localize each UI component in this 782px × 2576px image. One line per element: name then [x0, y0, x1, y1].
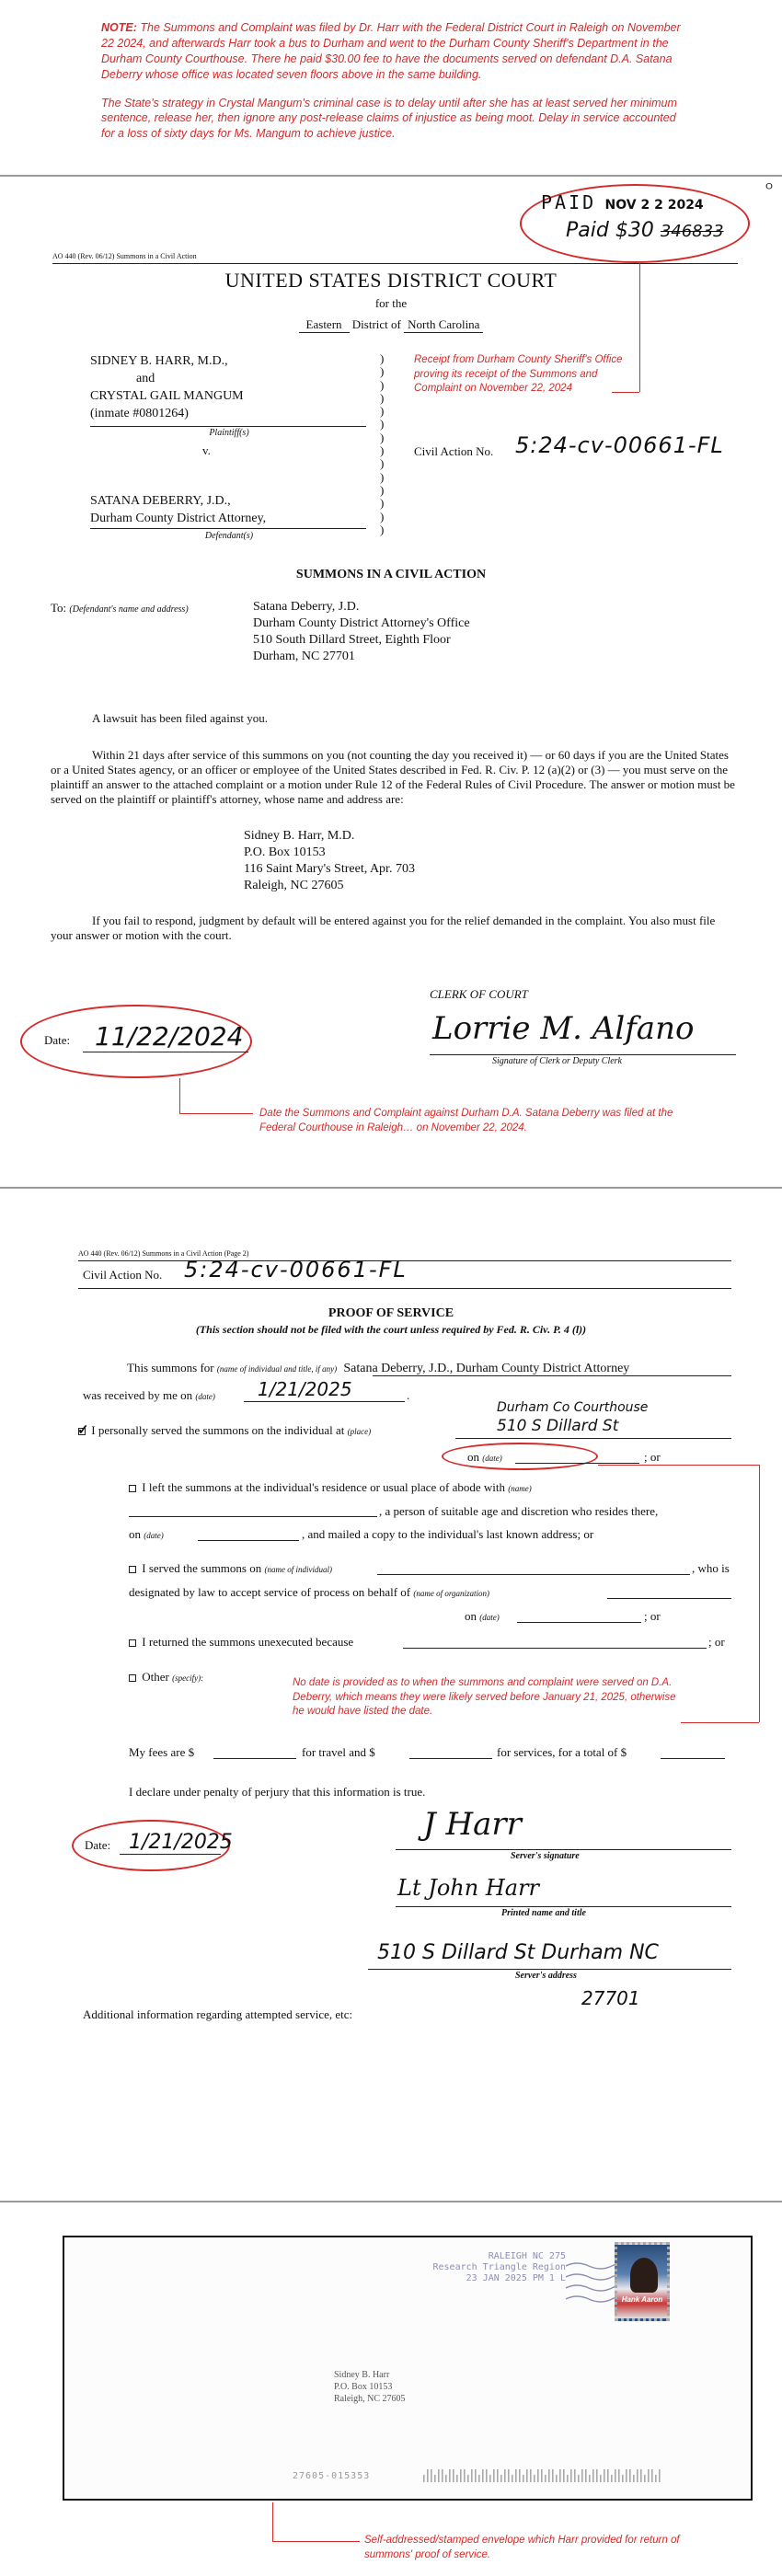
- barcode-bar: [622, 2475, 624, 2482]
- barcode-bar: [471, 2469, 473, 2482]
- barcode-bar: [512, 2475, 513, 2482]
- to-address: [253, 599, 470, 665]
- court-title: UNITED STATES DISTRICT COURT: [224, 269, 558, 292]
- barcode-bar: [545, 2475, 546, 2482]
- opt2-label: I left the summons at the individual's residence or usual place of abode with: [142, 1480, 506, 1494]
- opt3-on-sub: (date): [479, 1613, 500, 1622]
- barcode-bar: [508, 2469, 510, 2482]
- postmark-line-2: Research Triangle Region: [432, 2262, 566, 2272]
- server-sig-rule: [396, 1849, 731, 1850]
- plaintiff-line-1: SIDNEY B. HARR, M.D.,: [90, 354, 228, 368]
- for-the: for the: [374, 296, 408, 310]
- paid-amount-text: Paid $30: [566, 219, 654, 242]
- opt3-on: on: [465, 1609, 477, 1623]
- receipt-arrow-h: [612, 392, 639, 393]
- versus: v.: [202, 443, 211, 457]
- barcode-bar: [563, 2469, 565, 2482]
- or-1: ; or: [644, 1450, 661, 1464]
- barcode-bar: [644, 2475, 646, 2482]
- barcode-bar: [519, 2469, 521, 2482]
- p2-civil-rule: [78, 1288, 731, 1289]
- opt3-org-rule: [607, 1598, 731, 1599]
- stamp-figure-icon: [630, 2258, 658, 2293]
- opt3-row: [129, 1561, 332, 1576]
- summons-for-value: Satana Deberry, J.D., Durham County District Attorney: [343, 1362, 630, 1375]
- fees-travel: for travel and $: [302, 1745, 375, 1759]
- barcode-bar: [611, 2475, 613, 2482]
- barcode-bar: [592, 2469, 594, 2482]
- opt5-checkbox[interactable]: [129, 1674, 136, 1682]
- barcode-bar: [640, 2469, 642, 2482]
- printed-name: Lt John Harr: [397, 1875, 540, 1901]
- opt4-label: I returned the summons unexecuted because: [142, 1635, 354, 1649]
- opt2-on-sub: (date): [144, 1531, 164, 1540]
- barcode-bar: [482, 2469, 484, 2482]
- plaintiff-address-3: 116 Saint Mary's Street, Apr. 703: [244, 862, 415, 876]
- barcode-bar: [434, 2475, 436, 2482]
- envelope-address-1: Sidney B. Harr: [334, 2370, 390, 2380]
- p1-date-label: Date:: [44, 1033, 71, 1047]
- envelope-note: Self-addressed/stamped envelope which Harr provided for return of summons' proof of service.: [364, 2535, 680, 2560]
- postmark-line-1: RALEIGH NC 275: [488, 2251, 566, 2261]
- barcode-bar: [648, 2469, 650, 2482]
- barcode-bar: [548, 2469, 550, 2482]
- paid-date: NOV 2 2 2024: [604, 198, 704, 213]
- opt4-or: ; or: [708, 1635, 725, 1649]
- on-date-row: [467, 1450, 502, 1465]
- date-arrow-h: [179, 1113, 253, 1114]
- received-value: 1/21/2025: [258, 1378, 352, 1400]
- pos-subheading: (This section should not be filed with the court unless required by Fed. R. Civ. P. 4 (l)): [195, 1323, 587, 1336]
- opt3-sub: (name of individual): [264, 1565, 332, 1574]
- divider-envelope: [0, 2201, 782, 2202]
- barcode-bar: [559, 2469, 561, 2482]
- to-address-3: 510 South Dillard Street, Eighth Floor: [253, 633, 451, 647]
- opt3-c: designated by law to accept service of process on behalf of: [129, 1585, 411, 1599]
- opt2-date-rule: [198, 1540, 299, 1541]
- opt1-place-rule: [455, 1438, 731, 1439]
- divider-page2: [0, 1187, 782, 1189]
- corner-mark: ᴼ: [765, 180, 773, 198]
- additional-info: Additional information regarding attempted service, etc:: [83, 2007, 353, 2021]
- plaintiffs-block: [90, 352, 244, 422]
- plaintiff-address-1: Sidney B. Harr, M.D.: [244, 829, 355, 843]
- barcode-bar: [581, 2469, 583, 2482]
- no-date-arrow-h2: [681, 1722, 759, 1723]
- plaintiff-address: [244, 828, 415, 894]
- envelope-address-2: P.O. Box 10153: [334, 2382, 393, 2392]
- barcode-bar: [552, 2469, 554, 2482]
- barcode-bar: [449, 2469, 451, 2482]
- stamp-label: Hank Aaron: [621, 2295, 663, 2304]
- server-address: 510 S Dillard St Durham NC: [377, 1941, 659, 1964]
- received-sub: (date): [195, 1392, 215, 1401]
- barcode-bar: [607, 2469, 609, 2482]
- barcode-bar: [460, 2469, 462, 2482]
- to-label-text: To:: [51, 601, 67, 615]
- barcode-bar: [585, 2469, 587, 2482]
- barcode-bar: [589, 2475, 591, 2482]
- to-sublabel: (Defendant's name and address): [69, 604, 189, 615]
- summons-for-rule: [373, 1375, 731, 1376]
- defendant-line-2: Durham County District Attorney,: [90, 512, 267, 525]
- p2-date-rule: [120, 1854, 221, 1855]
- paid-text: PAID: [541, 191, 597, 213]
- printed-rule: [396, 1906, 731, 1907]
- barcode-bar: [615, 2469, 616, 2482]
- to-label: [51, 601, 189, 615]
- server-sig-label: Server's signature: [511, 1851, 580, 1861]
- envelope-address: [334, 2369, 406, 2405]
- barcode-bar: [523, 2475, 524, 2482]
- plaintiff-address-4: Raleigh, NC 27605: [244, 879, 344, 892]
- defendant-line-1: SATANA DEBERRY, J.D.,: [90, 494, 231, 508]
- envelope-address-3: Raleigh, NC 27605: [334, 2394, 406, 2404]
- pos-heading: PROOF OF SERVICE: [328, 1306, 454, 1320]
- zip-barcode-text: 27605-015353: [293, 2471, 371, 2481]
- barcode-bar: [659, 2469, 661, 2482]
- within-text: Within 21 days after service of this summons on you (not counting the day you received it) — or 60 days if you are the United States or a United States agency, or an officer or employee of the United States described in Fed. R. Civ. P. 12 (a)(2) or (3) — you must serve on the plaintiff an answer to the attached complaint or a motion under Rule 12 of the Federal Rules of Civil Procedure. The answer or motion must be served on the plaintiff or plaintiff's attorney, whose name and address are:: [51, 748, 735, 806]
- place-handwritten-1: Durham Co Courthouse: [497, 1400, 649, 1415]
- defendants-rule: [90, 528, 366, 529]
- district-line: [0, 317, 782, 333]
- received-row: [83, 1388, 215, 1403]
- fees-label: My fees are $: [129, 1745, 195, 1759]
- opt5-sub: (specify):: [172, 1673, 204, 1683]
- fees-services: for services, for a total of $: [497, 1745, 627, 1759]
- lawsuit-text: A lawsuit has been filed against you.: [92, 711, 268, 725]
- or-3: ; or: [644, 1609, 661, 1623]
- opt3-checkbox[interactable]: [129, 1566, 136, 1573]
- no-date-arrow-v: [759, 1465, 760, 1722]
- barcode-bar: [497, 2469, 499, 2482]
- barcode-bar: [637, 2469, 638, 2482]
- received-label: was received by me on: [83, 1388, 193, 1402]
- opt4-row: [129, 1635, 353, 1650]
- fees-rule-1: [213, 1758, 296, 1759]
- barcode-bar: [655, 2475, 657, 2482]
- barcode-bar: [633, 2475, 635, 2482]
- barcode-bar: [489, 2475, 491, 2482]
- barcode-bar: [478, 2475, 480, 2482]
- district-prefix: Eastern: [299, 317, 350, 333]
- no-date-note: No date is provided as to when the summons and complaint were served on D.A. Deberry, which means they were likely served before January 21, 2025, otherwise he would have listed the date.: [293, 1677, 676, 1718]
- printed-label: Printed name and title: [501, 1908, 586, 1918]
- divider-top: [0, 175, 782, 177]
- opt2-checkbox[interactable]: [129, 1485, 136, 1492]
- declare-text: I declare under penalty of perjury that this information is true.: [129, 1785, 426, 1799]
- postal-barcode-icon: [423, 2469, 667, 2482]
- opt2-name-rule: [129, 1516, 377, 1517]
- server-address-label: Server's address: [515, 1971, 577, 1981]
- envelope-arrow-h: [272, 2541, 360, 2542]
- opt3-on-row: [465, 1609, 500, 1624]
- barcode-bar: [600, 2475, 602, 2482]
- barcode-bar: [530, 2469, 532, 2482]
- note-label: NOTE:: [101, 21, 137, 34]
- barcode-bar: [596, 2469, 598, 2482]
- plaintiff-line-3: CRYSTAL GAIL MANGUM: [90, 389, 244, 403]
- on-sub: (date): [482, 1454, 502, 1463]
- barcode-bar: [453, 2469, 454, 2482]
- barcode-bar: [534, 2475, 535, 2482]
- opt5-label: Other: [142, 1670, 169, 1684]
- opt1-checkbox[interactable]: [77, 1423, 89, 1439]
- opt2-sub: (name): [508, 1484, 532, 1493]
- clerk-sig-label: Signature of Clerk or Deputy Clerk: [492, 1056, 622, 1066]
- clerk-label: CLERK OF COURT: [430, 987, 528, 1001]
- to-address-1: Satana Deberry, J.D.: [253, 600, 360, 614]
- place-handwritten-2: 510 S Dillard St: [497, 1417, 619, 1435]
- barcode-bar: [486, 2469, 488, 2482]
- paid-amount: [566, 219, 724, 242]
- barcode-bar: [442, 2469, 443, 2482]
- barcode-bar: [541, 2469, 543, 2482]
- server-zip: 27701: [581, 1987, 640, 2009]
- server-address-rule: [368, 1969, 731, 1970]
- district-mid: District of: [351, 317, 401, 331]
- receipt-number: 346833: [660, 222, 724, 241]
- caption-brackets: ) ) ) ) ) ) ) ) ) ) ) ) ) ): [380, 351, 385, 536]
- postmark-line-3: 23 JAN 2025 PM 1 L: [466, 2273, 566, 2283]
- barcode-bar: [493, 2469, 495, 2482]
- barcode-bar: [567, 2475, 569, 2482]
- checkmark-icon: ✓: [77, 1423, 89, 1439]
- barcode-bar: [464, 2469, 466, 2482]
- barcode-bar: [604, 2469, 605, 2482]
- opt2-on: on: [129, 1527, 141, 1541]
- barcode-bar: [556, 2475, 558, 2482]
- opt1-label: I personally served the summons on the individual at: [91, 1423, 345, 1437]
- intro-note-p2: The State's strategy in Crystal Mangum's criminal case is to delay until after she has at least served her minimum sentence, release her, then ignore any post-release claims of injustice as being moot. Delay in service accounted for a loss of sixty days for Ms. Mangum to achieve justice.: [101, 96, 677, 141]
- barcode-bar: [515, 2469, 517, 2482]
- on-label: on: [467, 1450, 479, 1464]
- opt3-date-rule: [517, 1622, 641, 1623]
- paid-stamp: [541, 191, 704, 213]
- envelope-arrow-v: [272, 2502, 273, 2541]
- opt3-b: , who is: [692, 1561, 730, 1575]
- clerk-sig-rule: [430, 1054, 736, 1055]
- intro-note-p1: [101, 20, 681, 83]
- opt1-row: [78, 1423, 371, 1438]
- no-date-arrow-h1: [598, 1465, 759, 1466]
- opt4-checkbox[interactable]: [129, 1639, 136, 1647]
- p1-date-value: 11/22/2024: [95, 1021, 244, 1052]
- p2-form-id: AO 440 (Rev. 06/12) Summons in a Civil Action (Page 2): [78, 1249, 249, 1258]
- opt3-c-sub: (name of organization): [413, 1589, 490, 1598]
- on-date-circle: [442, 1443, 598, 1470]
- plaintiffs-label: Plaintiff(s): [209, 428, 249, 438]
- opt3-c-row: [129, 1585, 489, 1600]
- civil-action-number: 5:24-cv-00661-FL: [515, 432, 724, 458]
- p2-date-label: Date:: [85, 1838, 111, 1852]
- p2-date-value: 1/21/2025: [129, 1831, 233, 1854]
- civil-action-label: Civil Action No.: [414, 444, 494, 458]
- barcode-bar: [504, 2469, 506, 2482]
- p2-civil-action-label: Civil Action No.: [83, 1268, 163, 1282]
- summons-for-sub: (name of individual and title, if any): [216, 1364, 338, 1374]
- barcode-bar: [427, 2469, 429, 2482]
- postmark: [405, 2251, 566, 2284]
- on-date-rule: [515, 1463, 639, 1464]
- barcode-bar: [438, 2469, 440, 2482]
- fees-rule-2: [409, 1758, 492, 1759]
- opt2-b: , a person of suitable age and discretion who resides there,: [379, 1504, 659, 1518]
- fees-row: [129, 1745, 194, 1760]
- barcode-bar: [537, 2469, 539, 2482]
- postage-stamp: [615, 2242, 670, 2321]
- barcode-bar: [526, 2469, 528, 2482]
- barcode-bar: [626, 2469, 627, 2482]
- server-signature: J Harr: [423, 1806, 522, 1843]
- plaintiff-line-4: (inmate #0801264): [90, 407, 189, 420]
- barcode-bar: [578, 2475, 580, 2482]
- summons-for-row: [127, 1361, 629, 1376]
- clerk-signature: Lorrie M. Alfano: [432, 1010, 695, 1047]
- barcode-bar: [431, 2469, 432, 2482]
- note-p1-text: The Summons and Complaint was filed by Dr. Harr with the Federal District Court in Raleigh on November 22 2024, and afterwards Harr took a bus to Durham and went to the Durham County Sheriff's Department in the Durham County Courthouse. There he paid $30.00 fee to have the documents served on defendant D.A. Satana Deberry whose office was located seven floors above in the same building.: [101, 21, 681, 81]
- date-note: Date the Summons and Complaint against Durham D.A. Satana Deberry was filed at the Federal Courthouse in Raleigh… on November 22, 2024.: [259, 1108, 673, 1133]
- opt2-row: [129, 1480, 532, 1495]
- plaintiff-line-2: and: [136, 372, 155, 385]
- defendants-block: [90, 492, 266, 527]
- summons-for-label: This summons for: [127, 1361, 214, 1374]
- receipt-note: Receipt from Durham County Sheriff's Office proving its receipt of the Summons and Complaint on November 22, 2024: [414, 354, 623, 395]
- p2-civil-action-number: 5:24-cv-00661-FL: [184, 1257, 408, 1282]
- barcode-bar: [475, 2469, 477, 2482]
- p1-form-id: AO 440 (Rev. 06/12) Summons in a Civil Action: [52, 252, 197, 260]
- fail-text: If you fail to respond, judgment by default will be entered against you for the relief demanded in the complaint. You also must file your answer or motion with the court.: [51, 914, 716, 942]
- opt1-sub: (place): [347, 1427, 372, 1436]
- barcode-bar: [651, 2469, 653, 2482]
- plaintiffs-rule: [90, 426, 366, 427]
- barcode-bar: [423, 2475, 425, 2482]
- opt4-rule: [403, 1648, 707, 1649]
- barcode-bar: [500, 2475, 502, 2482]
- plaintiff-address-2: P.O. Box 10153: [244, 845, 326, 859]
- date-arrow-v: [179, 1078, 180, 1113]
- opt5-row: [129, 1670, 203, 1685]
- barcode-bar: [629, 2469, 631, 2482]
- opt3-label: I served the summons on: [142, 1561, 262, 1575]
- summons-heading: SUMMONS IN A CIVIL ACTION: [295, 568, 487, 581]
- barcode-bar: [445, 2475, 447, 2482]
- p1-form-rule: [52, 263, 738, 264]
- defendants-label: Defendant(s): [204, 531, 254, 541]
- receipt-arrow-v: [639, 263, 640, 392]
- opt3-name-rule: [377, 1574, 690, 1575]
- received-dot: .: [407, 1388, 410, 1402]
- to-address-4: Durham, NC 27701: [253, 650, 355, 663]
- intro-note: [101, 20, 681, 142]
- barcode-bar: [467, 2475, 469, 2482]
- barcode-bar: [456, 2475, 458, 2482]
- opt2-c: , and mailed a copy to the individual's last known address; or: [302, 1527, 594, 1541]
- received-rule: [244, 1401, 405, 1402]
- to-address-2: Durham County District Attorney's Office: [253, 616, 470, 630]
- opt2-c-row: [129, 1527, 164, 1542]
- fees-rule-3: [661, 1758, 725, 1759]
- barcode-bar: [570, 2469, 572, 2482]
- barcode-bar: [618, 2469, 620, 2482]
- barcode-bar: [574, 2469, 576, 2482]
- district-state: North Carolina: [404, 317, 483, 333]
